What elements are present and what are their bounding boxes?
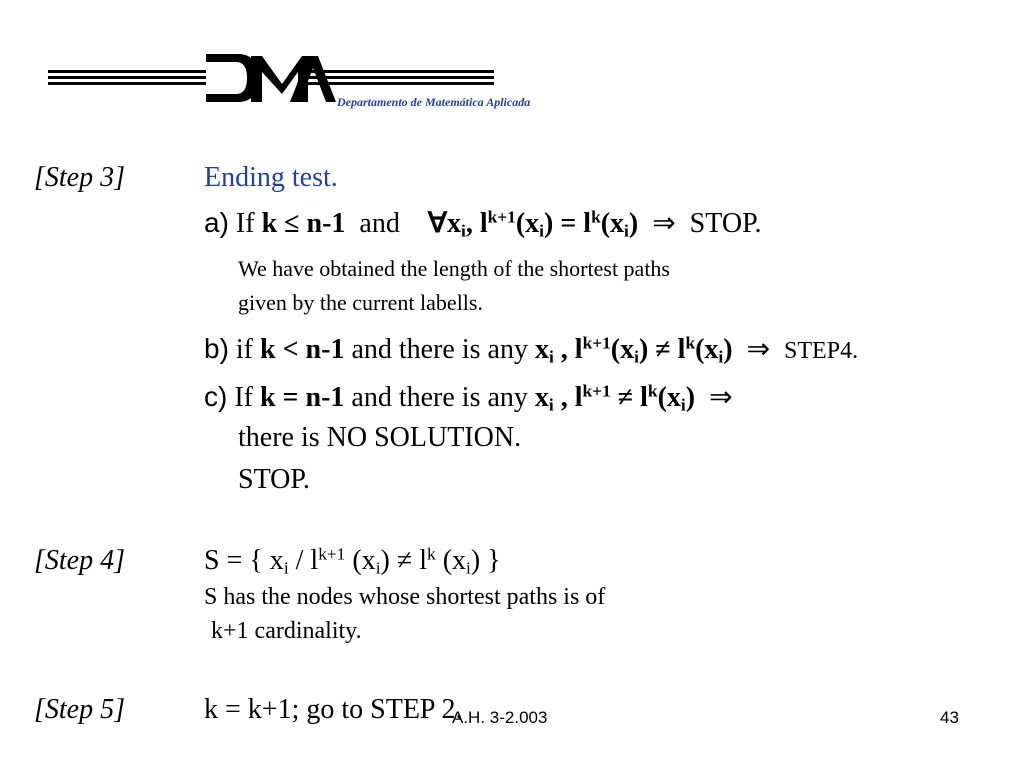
step3-a-note-line2: given by the current labells. <box>238 290 483 315</box>
step3-c-line2: there is NO SOLUTION. <box>238 422 522 453</box>
step5-label: [Step 5] <box>34 694 125 725</box>
page-number: 43 <box>940 708 959 727</box>
marker-b: b) <box>204 333 229 364</box>
step4-formula: S = { $x_i / l^{k+1}$ $(x_i) \ne l^k$ $(x_i)$ } <box>204 544 501 578</box>
step3-condition-c: c) If k = n-1 and there is any $x_i$ , $l^{k+1} \ne l^k(x_i)$ ⇒ <box>204 381 733 415</box>
step3-title: Ending test. <box>204 162 338 193</box>
step5-text: k = k+1; go to STEP 2. <box>204 694 463 725</box>
step3-condition-a: a) If k ≤ n-1 and $\forall x_i$, $l^{k+1}(x_i) = l^k(x_i)$ ⇒ STOP. <box>204 207 762 241</box>
marker-a: a) <box>204 207 229 238</box>
step3-label: [Step 3] <box>34 162 125 193</box>
footer-reference: A.H. 3-2.003 <box>452 708 548 727</box>
step4-note-line1: S has the nodes whose shortest paths is of <box>204 584 606 610</box>
marker-c: c) <box>204 381 228 412</box>
step3-c-line3: STOP. <box>238 464 310 495</box>
department-name: Departamento de Matemática Aplicada <box>337 95 531 109</box>
step4-label: [Step 4] <box>34 545 125 576</box>
step3-condition-b: b) if k < n-1 and there is any $x_i$ , $l^{k+1}(x_i) \ne l^k(x_i)$ ⇒ STEP4. <box>204 333 859 367</box>
step4-note-line2: k+1 cardinality. <box>211 618 362 644</box>
step3-a-note-line1: We have obtained the length of the shortest paths <box>238 256 670 281</box>
